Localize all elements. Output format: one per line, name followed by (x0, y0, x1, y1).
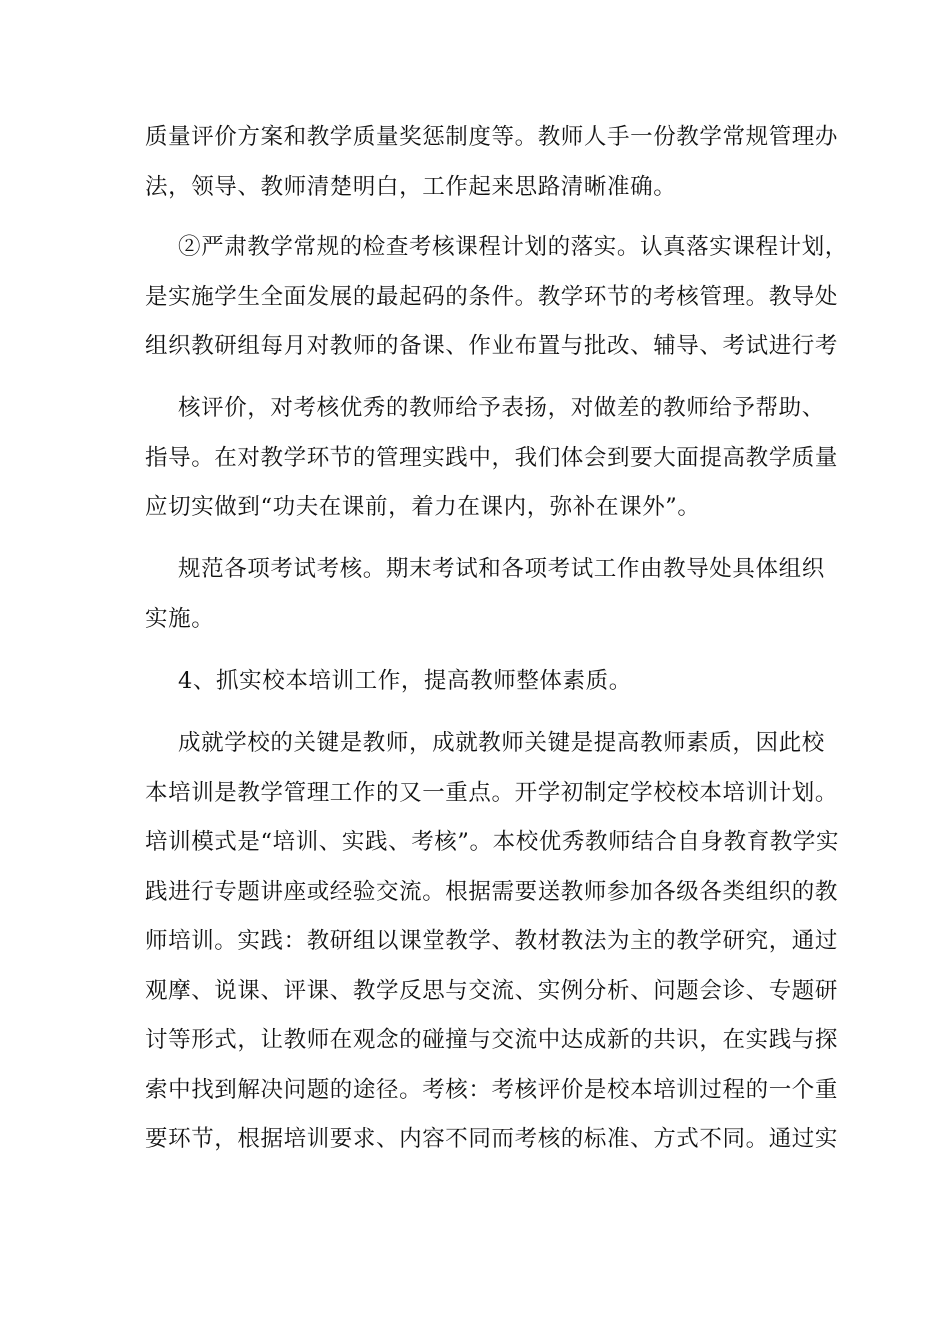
text-line: 观摩、说课、评课、教学反思与交流、实例分析、问题会诊、专题研 (145, 978, 839, 1004)
text-line: ②严肃教学常规的检查考核课程计划的落实。认真落实课程计划， (178, 234, 848, 260)
text-line: 践进行专题讲座或经验交流。根据需要送教师参加各级各类组织的教 (145, 879, 839, 905)
text-line: 培训模式是“培训、实践、考核”。本校优秀教师结合自身教育教学实 (145, 829, 840, 855)
text-line: 规范各项考试考核。期末考试和各项考试工作由教导处具体组织 (178, 556, 825, 582)
text-line: 指导。在对教学环节的管理实践中，我们体会到要大面提高教学质量 (145, 445, 839, 471)
section-heading: 4、抓实校本培训工作，提高教师整体素质。 (178, 668, 632, 694)
text-line: 师培训。实践：教研组以课堂教学、教材教法为主的教学研究，通过 (145, 928, 839, 954)
text-line: 索中找到解决问题的途径。考核：考核评价是校本培训过程的一个重 (145, 1077, 839, 1103)
text-line: 要环节，根据培训要求、内容不同而考核的标准、方式不同。通过实 (145, 1126, 839, 1152)
text-line: 成就学校的关键是教师，成就教师关键是提高教师素质，因此校 (178, 730, 825, 756)
text-line: 讨等形式，让教师在观念的碰撞与交流中达成新的共识，在实践与探 (145, 1027, 839, 1053)
text-line: 实施。 (145, 606, 215, 632)
text-line: 核评价，对考核优秀的教师给予表扬，对做差的教师给予帮助、 (178, 395, 825, 421)
text-line: 是实施学生全面发展的最起码的条件。教学环节的考核管理。教导处 (145, 284, 839, 310)
text-line: 本培训是教学管理工作的又一重点。开学初制定学校校本培训计划。 (145, 780, 839, 806)
text-line: 组织教研组每月对教师的备课、作业布置与批改、辅导、考试进行考 (145, 333, 839, 359)
text-line: 应切实做到“功夫在课前，着力在课内，弥补在课外”。 (145, 494, 701, 520)
text-line: 法，领导、教师清楚明白，工作起来思路清晰准确。 (145, 174, 677, 200)
text-line: 质量评价方案和教学质量奖惩制度等。教师人手一份教学常规管理办 (145, 124, 839, 150)
